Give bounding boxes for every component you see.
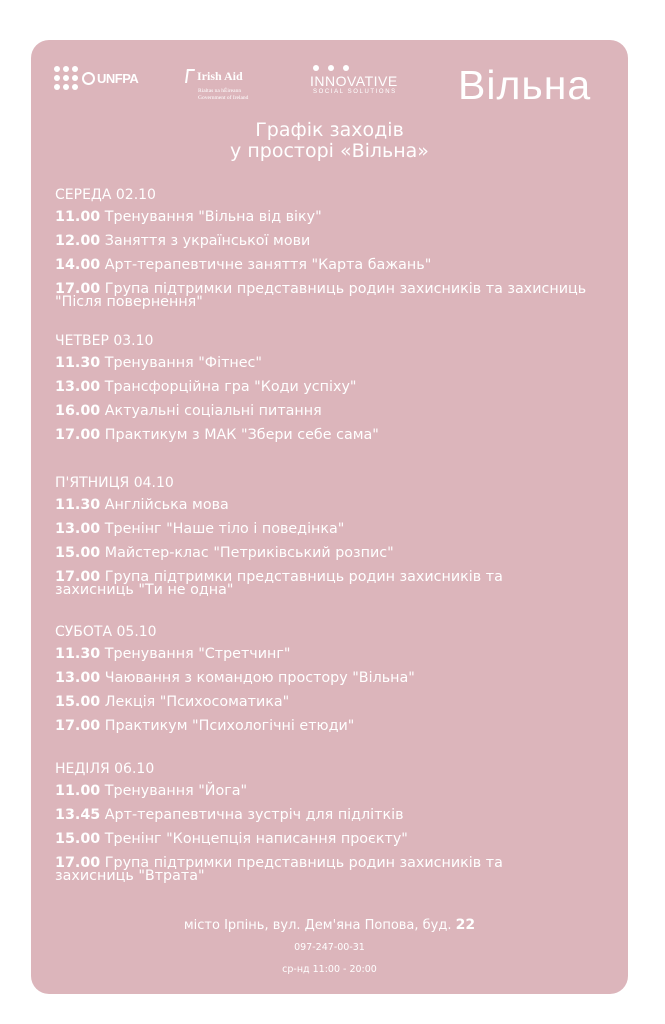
day-heading: П'ЯТНИЦЯ 04.10 [55,475,174,491]
day-section [55,623,625,744]
event-item [55,720,625,733]
event-title: Заняття з української мови [104,233,311,249]
event-item [55,429,625,442]
event-title: Лекція "Психосоматика" [104,694,290,710]
event-time: 11.00 [55,783,101,799]
event-item [55,235,625,248]
event-time: 12.00 [55,233,101,249]
day-heading: ЧЕТВЕР 03.10 [55,333,154,349]
irish-aid-logo [186,69,248,102]
schedule-card [31,40,628,994]
event-title-line2: захисниць "Втрата" [55,868,205,884]
event-title-line2: захисниць "Ти не одна" [55,582,234,598]
event-title: Чаювання з командою простору "Вільна" [104,670,415,686]
event-title: Тренування "Стретчинг" [104,646,291,662]
event-title: Група підтримки представниць родин захисників та захисниць [104,281,587,297]
dots-icon [313,65,398,71]
day-section [55,760,625,894]
event-time: 11.00 [55,209,101,225]
event-time: 17.00 [55,718,101,734]
day-heading: СЕРЕДА 02.10 [55,187,156,203]
address [31,917,628,933]
brand-logo: Вільна [458,62,592,108]
title-line-1: Графік заходів [255,119,404,141]
event-title: Тренування "Йога" [104,783,248,799]
event-item [55,857,625,883]
event-time: 17.00 [55,569,101,585]
harp-icon [185,69,195,83]
event-time: 11.30 [55,646,101,662]
unfpa-logo [54,66,138,90]
event-time: 13.45 [55,807,101,823]
day-heading: СУБОТА 05.10 [55,624,157,640]
innovative-logo [310,65,398,95]
irish-aid-sub2: Government of Ireland [198,95,249,101]
event-time: 14.00 [55,257,101,273]
event-item [55,357,625,370]
event-time: 15.00 [55,831,101,847]
event-title: Тренінг "Концепція написання проєкту" [104,831,408,847]
event-title: Тренінг "Наше тіло і поведінка" [104,521,345,537]
opening-hours: ср-нд 11:00 - 20:00 [282,964,377,975]
event-title: Майстер-клас "Петриківський розпис" [104,545,394,561]
innovative-sub: SOCIAL SOLUTIONS [313,89,397,95]
event-item [55,283,625,309]
event-item [55,499,625,512]
event-title: Практикум з МАК "Збери себе сама" [104,427,379,443]
dots-icon [54,66,78,90]
phone: 097-247-00-31 [294,942,365,953]
event-item [55,785,625,798]
event-item [55,672,625,685]
title-line-2: у просторі «Вільна» [230,140,429,162]
event-item [55,571,625,597]
irish-aid-sub1: Rialtas na hÉireann [198,88,242,94]
event-item [55,809,625,822]
page-title [31,120,628,162]
event-title: Англійська мова [104,497,229,513]
event-time: 17.00 [55,427,101,443]
event-time: 11.30 [55,355,101,371]
event-time: 15.00 [55,694,101,710]
event-item [55,211,625,224]
event-item [55,259,625,272]
event-time: 17.00 [55,855,101,871]
event-title: Арт-терапевтична зустріч для підлітків [104,807,404,823]
event-item [55,648,625,661]
event-time: 11.30 [55,497,101,513]
address-house: 22 [455,917,476,933]
event-item [55,547,625,560]
event-item [55,381,625,394]
event-title: Тренування "Вільна від віку" [104,209,322,225]
day-section [55,474,625,608]
event-title: Трансфорційна гра "Коди успіху" [104,379,357,395]
day-section [55,186,625,320]
event-item [55,405,625,418]
event-title: Актуальні соціальні питання [104,403,322,419]
event-title: Арт-терапевтичне заняття "Карта бажань" [104,257,432,273]
event-time: 13.00 [55,670,101,686]
event-title: Тренування "Фітнес" [104,355,262,371]
innovative-label: INNOVATIVE [310,73,398,89]
event-title: Група підтримки представниць родин захисників та [104,855,503,871]
event-time: 17.00 [55,281,101,297]
day-section [55,332,625,453]
event-time: 13.00 [55,521,101,537]
unfpa-label: UNFPA [97,70,139,86]
day-heading: НЕДІЛЯ 06.10 [55,761,155,777]
event-time: 16.00 [55,403,101,419]
irish-aid-label: Irish Aid [197,69,243,83]
event-time: 13.00 [55,379,101,395]
event-item [55,696,625,709]
event-item [55,523,625,536]
event-item [55,833,625,846]
globe-icon [82,72,95,85]
event-title-line2: "Після повернення" [55,294,203,310]
event-title: Група підтримки представниць родин захисників та [104,569,503,585]
address-text: місто Ірпінь, вул. Дем'яна Попова, буд. [183,918,452,933]
event-time: 15.00 [55,545,101,561]
event-title: Практикум "Психологічні етюди" [104,718,355,734]
